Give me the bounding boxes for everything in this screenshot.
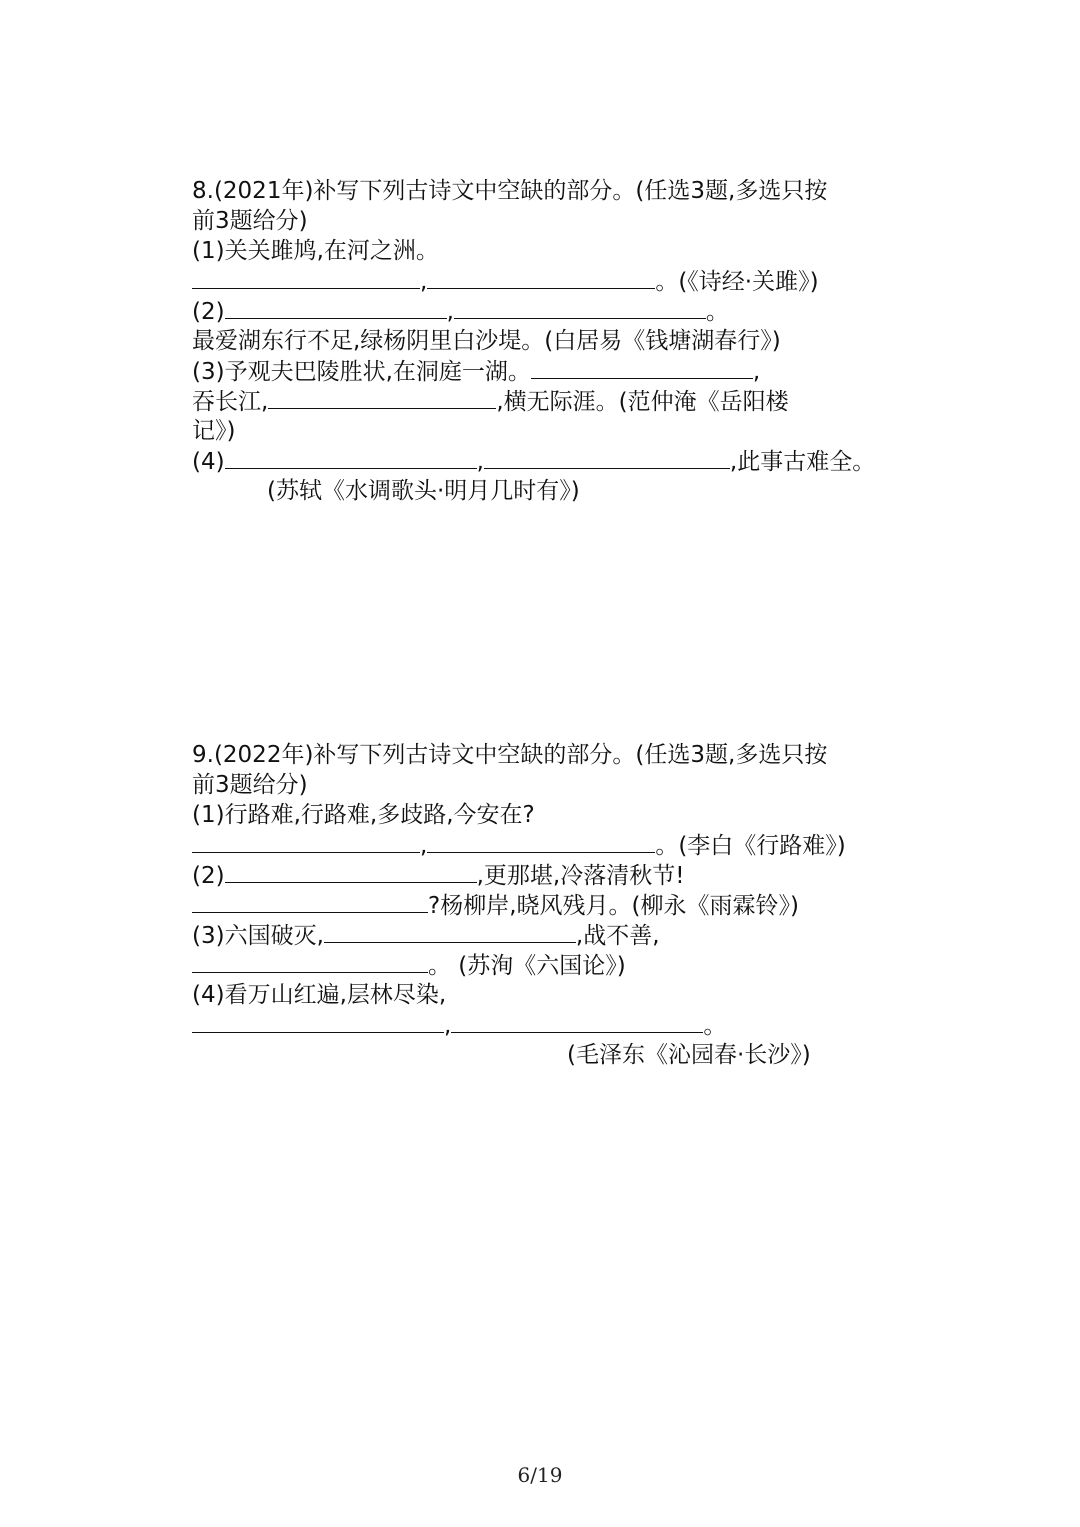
q9-item-4: (4)看万山红遍,层林尽染, — [192, 982, 447, 1008]
answer-blank[interactable] — [225, 296, 447, 319]
question-8-title-cont: 前3题给分) — [192, 208, 308, 234]
question-9-title-cont: 前3题给分) — [192, 772, 308, 798]
q8-item-4-source: (苏轼《水调歌头·明月几时有》) — [267, 478, 580, 504]
answer-blank[interactable] — [192, 830, 420, 853]
question-8 — [192, 176, 892, 506]
q9-item-1: (1)行路难,行路难,多歧路,今安在? — [192, 802, 535, 828]
q8-item-3-cont: 吞长江, ,横无际涯。(范仲淹《岳阳楼 — [192, 386, 892, 416]
q9-item-4-source: (毛泽东《沁园春·长沙》) — [567, 1042, 811, 1068]
answer-blank[interactable] — [192, 890, 428, 913]
q9-item-2: (2) ,更那堪,冷落清秋节! — [192, 860, 892, 890]
q8-item-3: (3)予观夫巴陵胜状,在洞庭一湖。 , — [192, 356, 892, 386]
q9-item-4-answer: , 。 — [192, 1010, 892, 1040]
question-8-title: 8.(2021年)补写下列古诗文中空缺的部分。(任选3题,多选只按 — [192, 178, 828, 204]
q8-item-2: (2) , 。 — [192, 296, 892, 326]
answer-blank[interactable] — [225, 446, 477, 469]
answer-blank[interactable] — [454, 296, 706, 319]
q8-item-1: (1)关关雎鸠,在河之洲。 — [192, 238, 439, 264]
answer-blank[interactable] — [192, 266, 420, 289]
q9-item-1-answer: , 。(李白《行路难》) — [192, 830, 892, 860]
answer-blank[interactable] — [451, 1010, 703, 1033]
answer-blank[interactable] — [531, 356, 753, 379]
q9-item-3: (3)六国破灭, ,战不善, — [192, 920, 892, 950]
answer-blank[interactable] — [268, 386, 496, 409]
q8-item-3-source: 记》) — [192, 418, 236, 444]
answer-blank[interactable] — [192, 1010, 444, 1033]
answer-blank[interactable] — [484, 446, 730, 469]
question-9 — [192, 740, 892, 1070]
answer-blank[interactable] — [192, 950, 428, 973]
answer-blank[interactable] — [324, 920, 576, 943]
page-number: 6/19 — [517, 1463, 563, 1487]
answer-blank[interactable] — [427, 266, 655, 289]
question-9-title: 9.(2022年)补写下列古诗文中空缺的部分。(任选3题,多选只按 — [192, 742, 828, 768]
q8-item-2-text: 最爱湖东行不足,绿杨阴里白沙堤。(白居易《钱塘湖春行》) — [192, 328, 781, 354]
answer-blank[interactable] — [427, 830, 655, 853]
q8-item-1-answer: , 。(《诗经·关雎》) — [192, 266, 892, 296]
q9-item-3-cont: 。 (苏洵《六国论》) — [192, 950, 892, 980]
answer-blank[interactable] — [225, 860, 477, 883]
q9-item-2-cont: ?杨柳岸,晓风残月。(柳永《雨霖铃》) — [192, 890, 892, 920]
q8-item-4: (4) , ,此事古难全。 — [192, 446, 892, 476]
